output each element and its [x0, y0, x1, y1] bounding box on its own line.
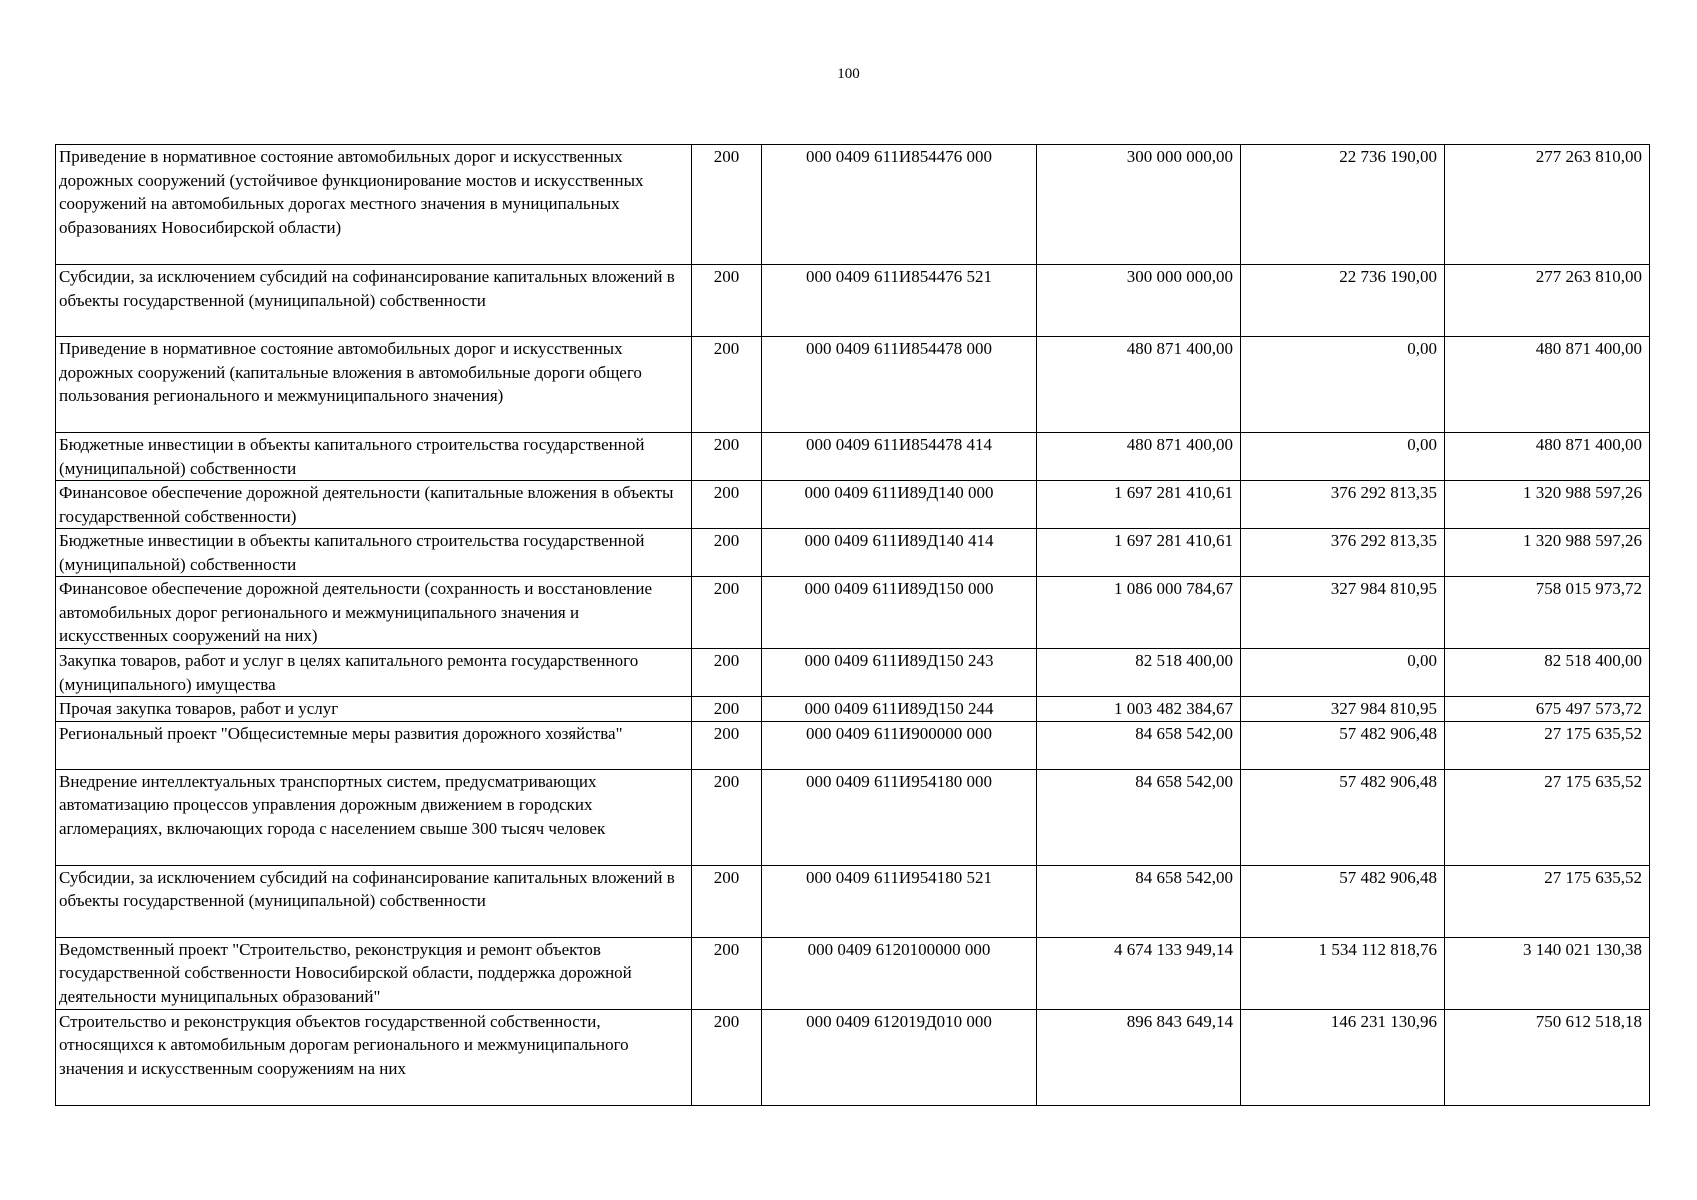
- row-unexecuted-amount: 3 140 021 130,38: [1445, 937, 1650, 1009]
- row-classification-code: 000 0409 611И854478 414: [762, 433, 1037, 481]
- row-executed-amount: 146 231 130,96: [1241, 1009, 1445, 1105]
- row-approved-amount: 1 086 000 784,67: [1037, 577, 1241, 649]
- row-approved-amount: 480 871 400,00: [1037, 433, 1241, 481]
- table-row: [56, 265, 1650, 337]
- row-classification-code: 000 0409 611И854476 000: [762, 145, 1037, 265]
- table-row: [56, 337, 1650, 433]
- table-row: [56, 721, 1650, 769]
- row-executed-amount: 376 292 813,35: [1241, 529, 1445, 577]
- row-classification-code: 000 0409 611И89Д150 000: [762, 577, 1037, 649]
- row-name: Приведение в нормативное состояние автомобильных дорог и искусственных дорожных сооружений (устойчивое функционирование мостов и искусственных сооружений на автомобильных дорогах местного значения в муниципальных образованиях Новосибирской области): [56, 145, 692, 265]
- row-unexecuted-amount: 675 497 573,72: [1445, 697, 1650, 722]
- table-row: [56, 1009, 1650, 1105]
- row-executed-amount: 57 482 906,48: [1241, 721, 1445, 769]
- row-unexecuted-amount: 1 320 988 597,26: [1445, 529, 1650, 577]
- row-classification-code: 000 0409 611И854478 000: [762, 337, 1037, 433]
- row-classification-code: 000 0409 611И89Д150 244: [762, 697, 1037, 722]
- row-approved-amount: 84 658 542,00: [1037, 769, 1241, 865]
- row-approved-amount: 84 658 542,00: [1037, 721, 1241, 769]
- row-line-code: 200: [692, 577, 762, 649]
- row-classification-code: 000 0409 611И954180 000: [762, 769, 1037, 865]
- row-unexecuted-amount: 758 015 973,72: [1445, 577, 1650, 649]
- row-classification-code: 000 0409 611И89Д140 000: [762, 481, 1037, 529]
- row-approved-amount: 300 000 000,00: [1037, 265, 1241, 337]
- row-executed-amount: 57 482 906,48: [1241, 769, 1445, 865]
- row-classification-code: 000 0409 6120100000 000: [762, 937, 1037, 1009]
- row-executed-amount: 327 984 810,95: [1241, 577, 1445, 649]
- row-name: Бюджетные инвестиции в объекты капитального строительства государственной (муниципальной) собственности: [56, 433, 692, 481]
- row-name: Закупка товаров, работ и услуг в целях капитального ремонта государственного (муниципального) имущества: [56, 649, 692, 697]
- row-unexecuted-amount: 480 871 400,00: [1445, 337, 1650, 433]
- table-row: [56, 937, 1650, 1009]
- row-unexecuted-amount: 277 263 810,00: [1445, 265, 1650, 337]
- row-line-code: 200: [692, 145, 762, 265]
- row-name: Внедрение интеллектуальных транспортных систем, предусматривающих автоматизацию процессов управления дорожным движением в городских агломерациях, включающих города с населением свыше 300 тысяч человек: [56, 769, 692, 865]
- row-classification-code: 000 0409 611И900000 000: [762, 721, 1037, 769]
- row-approved-amount: 1 697 281 410,61: [1037, 529, 1241, 577]
- row-name: Прочая закупка товаров, работ и услуг: [56, 697, 692, 722]
- row-approved-amount: 896 843 649,14: [1037, 1009, 1241, 1105]
- row-classification-code: 000 0409 611И854476 521: [762, 265, 1037, 337]
- row-line-code: 200: [692, 697, 762, 722]
- row-classification-code: 000 0409 612019Д010 000: [762, 1009, 1037, 1105]
- row-line-code: 200: [692, 721, 762, 769]
- row-executed-amount: 1 534 112 818,76: [1241, 937, 1445, 1009]
- row-name: Бюджетные инвестиции в объекты капитального строительства государственной (муниципальной) собственности: [56, 529, 692, 577]
- row-unexecuted-amount: 750 612 518,18: [1445, 1009, 1650, 1105]
- row-name: Строительство и реконструкция объектов государственной собственности, относящихся к автомобильным дорогам регионального и межмуниципального значения и искусственным сооружениям на них: [56, 1009, 692, 1105]
- table-row: [56, 865, 1650, 937]
- row-approved-amount: 84 658 542,00: [1037, 865, 1241, 937]
- row-name: Субсидии, за исключением субсидий на софинансирование капитальных вложений в объекты государственной (муниципальной) собственности: [56, 265, 692, 337]
- row-unexecuted-amount: 82 518 400,00: [1445, 649, 1650, 697]
- row-approved-amount: 1 697 281 410,61: [1037, 481, 1241, 529]
- row-line-code: 200: [692, 1009, 762, 1105]
- row-name: Финансовое обеспечение дорожной деятельности (капитальные вложения в объекты государственной собственности): [56, 481, 692, 529]
- row-approved-amount: 82 518 400,00: [1037, 649, 1241, 697]
- row-approved-amount: 480 871 400,00: [1037, 337, 1241, 433]
- row-line-code: 200: [692, 481, 762, 529]
- table-row: [56, 433, 1650, 481]
- table-row: [56, 145, 1650, 265]
- table-row: [56, 769, 1650, 865]
- row-executed-amount: 376 292 813,35: [1241, 481, 1445, 529]
- row-executed-amount: 0,00: [1241, 337, 1445, 433]
- table-row: [56, 577, 1650, 649]
- row-name: Приведение в нормативное состояние автомобильных дорог и искусственных дорожных сооружений (капитальные вложения в автомобильные дороги общего пользования регионального и межмуниципального значения): [56, 337, 692, 433]
- row-line-code: 200: [692, 649, 762, 697]
- row-line-code: 200: [692, 769, 762, 865]
- row-line-code: 200: [692, 433, 762, 481]
- row-line-code: 200: [692, 337, 762, 433]
- table-row: [56, 697, 1650, 722]
- row-executed-amount: 22 736 190,00: [1241, 145, 1445, 265]
- row-executed-amount: 57 482 906,48: [1241, 865, 1445, 937]
- row-approved-amount: 1 003 482 384,67: [1037, 697, 1241, 722]
- row-unexecuted-amount: 1 320 988 597,26: [1445, 481, 1650, 529]
- row-name: Ведомственный проект "Строительство, реконструкция и ремонт объектов государственной собственности Новосибирской области, поддержка дорожной деятельности муниципальных образований": [56, 937, 692, 1009]
- row-unexecuted-amount: 277 263 810,00: [1445, 145, 1650, 265]
- row-unexecuted-amount: 480 871 400,00: [1445, 433, 1650, 481]
- row-line-code: 200: [692, 865, 762, 937]
- row-executed-amount: 0,00: [1241, 649, 1445, 697]
- row-line-code: 200: [692, 529, 762, 577]
- row-classification-code: 000 0409 611И89Д140 414: [762, 529, 1037, 577]
- table-row: [56, 481, 1650, 529]
- row-name: Региональный проект "Общесистемные меры развития дорожного хозяйства": [56, 721, 692, 769]
- row-name: Финансовое обеспечение дорожной деятельности (сохранность и восстановление автомобильных дорог регионального и межмуниципального значения и искусственных сооружений на них): [56, 577, 692, 649]
- table-row: [56, 649, 1650, 697]
- row-line-code: 200: [692, 937, 762, 1009]
- row-executed-amount: 327 984 810,95: [1241, 697, 1445, 722]
- page-number: 100: [837, 66, 860, 82]
- row-line-code: 200: [692, 265, 762, 337]
- row-approved-amount: 300 000 000,00: [1037, 145, 1241, 265]
- budget-execution-table: [55, 144, 1650, 1106]
- row-executed-amount: 0,00: [1241, 433, 1445, 481]
- row-unexecuted-amount: 27 175 635,52: [1445, 721, 1650, 769]
- row-approved-amount: 4 674 133 949,14: [1037, 937, 1241, 1009]
- row-classification-code: 000 0409 611И89Д150 243: [762, 649, 1037, 697]
- row-name: Субсидии, за исключением субсидий на софинансирование капитальных вложений в объекты государственной (муниципальной) собственности: [56, 865, 692, 937]
- row-classification-code: 000 0409 611И954180 521: [762, 865, 1037, 937]
- row-executed-amount: 22 736 190,00: [1241, 265, 1445, 337]
- row-unexecuted-amount: 27 175 635,52: [1445, 769, 1650, 865]
- table-row: [56, 529, 1650, 577]
- row-unexecuted-amount: 27 175 635,52: [1445, 865, 1650, 937]
